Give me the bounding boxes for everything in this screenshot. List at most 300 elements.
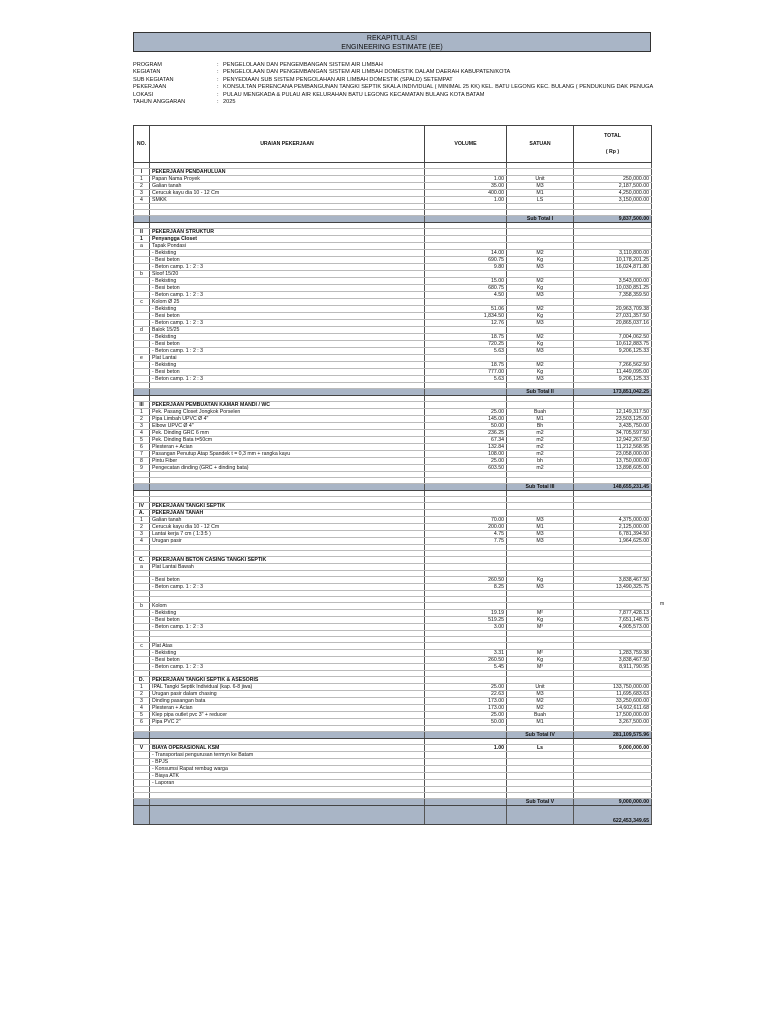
- cell-total: 1,964,625.00: [574, 538, 652, 545]
- cell-uraian: Plat Lantai: [150, 355, 425, 362]
- info-value: PENGELOLAAN DAN PENGEMBANGAN SISTEM AIR LIMBAH DOMESTIK DALAM DAERAH KABUPATEN/KOTA: [223, 69, 511, 76]
- cell-volume: 25.00: [425, 409, 507, 416]
- cell-no: a: [134, 564, 150, 571]
- cell-volume: 18.75: [425, 334, 507, 341]
- project-info: [133, 62, 733, 106]
- table-row: [134, 264, 652, 271]
- cell-uraian: - Besi beton: [150, 577, 425, 584]
- cell-volume: [425, 752, 507, 759]
- cell-total: 9,837,500.00: [574, 216, 652, 223]
- cell-satuan: [507, 355, 574, 362]
- cell-uraian: - Besi beton: [150, 657, 425, 664]
- cell-satuan: Sub Total II: [507, 389, 574, 396]
- cell-volume: [425, 355, 507, 362]
- cell-total: 3,543,000.00: [574, 278, 652, 285]
- section-row: [134, 236, 652, 243]
- cell-volume: 400.00: [425, 190, 507, 197]
- table-row: [134, 577, 652, 584]
- cell-volume: 50.00: [425, 719, 507, 726]
- cell-satuan: M3: [507, 531, 574, 538]
- cell-satuan: M3: [507, 264, 574, 271]
- cell-uraian: Lantai kerja 7 cm ( 1:3:5 ): [150, 531, 425, 538]
- cell-satuan: M²: [507, 650, 574, 657]
- cell-uraian: - Beton camp. 1 : 2 : 3: [150, 292, 425, 299]
- cell-no: [134, 664, 150, 671]
- section-row: [134, 169, 652, 176]
- subtotal-row: [134, 216, 652, 223]
- cell-volume: 70.00: [425, 517, 507, 524]
- cell-volume: 19.19: [425, 610, 507, 617]
- info-row: [133, 99, 733, 106]
- cell-no: 6: [134, 444, 150, 451]
- table-row: [134, 306, 652, 313]
- cell-no: c: [134, 643, 150, 650]
- cell-satuan: M3: [507, 348, 574, 355]
- cell-no: 3: [134, 698, 150, 705]
- cell-volume: [425, 766, 507, 773]
- cell-uraian: - Transportasi pengurusan termyn ke Batam: [150, 752, 425, 759]
- cell-uraian: - Laporan: [150, 780, 425, 787]
- cell-uraian: Sloof 15/20: [150, 271, 425, 278]
- cell-total: 6,781,394.50: [574, 531, 652, 538]
- cell-volume: [425, 503, 507, 510]
- cell-total: 14,602,611.68: [574, 705, 652, 712]
- cell-no: a: [134, 243, 150, 250]
- cell-uraian: BIAYA OPERASIONAL KSM: [150, 745, 425, 752]
- table-row: [134, 416, 652, 423]
- cell-uraian: Plesteran + Acian: [150, 705, 425, 712]
- cell-satuan: [507, 780, 574, 787]
- table-row: [134, 610, 652, 617]
- section-row: [134, 745, 652, 752]
- cell-uraian: - Biaya ATK: [150, 773, 425, 780]
- cell-volume: 260.50: [425, 577, 507, 584]
- cell-satuan: M1: [507, 416, 574, 423]
- table-row: [134, 752, 652, 759]
- cell-uraian: Cerucuk kayu dia 10 - 12 Cm: [150, 190, 425, 197]
- cell-total: 2,125,000.00: [574, 524, 652, 531]
- cell-uraian: Galian tanah: [150, 183, 425, 190]
- cell-uraian: PEKERJAAN TANGKI SEPTIK & ASESORIS: [150, 677, 425, 684]
- cell-satuan: M³: [507, 664, 574, 671]
- cell-uraian: Plat Atas: [150, 643, 425, 650]
- cell-total: [574, 229, 652, 236]
- cell-total: [574, 271, 652, 278]
- cell-no: A.: [134, 510, 150, 517]
- table-row: [134, 766, 652, 773]
- cell-satuan: Buah: [507, 712, 574, 719]
- cell-satuan: [507, 603, 574, 610]
- cell-uraian: Kolom: [150, 603, 425, 610]
- cell-volume: [425, 603, 507, 610]
- cell-total: 10,178,201.25: [574, 257, 652, 264]
- cell-no: b: [134, 603, 150, 610]
- cell-volume: 5.63: [425, 376, 507, 383]
- cell-uraian: PEKERJAAN TANAH: [150, 510, 425, 517]
- cell-volume: [425, 327, 507, 334]
- table-row: [134, 458, 652, 465]
- cell-no: [134, 766, 150, 773]
- table-row: [134, 538, 652, 545]
- cell-total: 3,110,800.00: [574, 250, 652, 257]
- cell-uraian: - Beton camp. 1 : 2 : 3: [150, 664, 425, 671]
- cell-total: 11,212,568.95: [574, 444, 652, 451]
- cell-satuan: m2: [507, 465, 574, 472]
- cell-volume: 4.75: [425, 531, 507, 538]
- cell-volume: 7.75: [425, 538, 507, 545]
- cell-volume: 51.06: [425, 306, 507, 313]
- cell-satuan: [507, 169, 574, 176]
- estimate-sheet: [133, 32, 654, 824]
- cell-no: [134, 799, 150, 806]
- table-row: [134, 657, 652, 664]
- cell-uraian: Plat Lantai Bawah: [150, 564, 425, 571]
- cell-volume: 1.00: [425, 745, 507, 752]
- table-row: [134, 465, 652, 472]
- section-row: [134, 503, 652, 510]
- cell-uraian: Kolom Ø 25: [150, 299, 425, 306]
- info-colon: :: [217, 91, 219, 98]
- cell-volume: 173.00: [425, 705, 507, 712]
- cell-satuan: M2: [507, 698, 574, 705]
- cell-total: 7,877,428.13: [574, 610, 652, 617]
- cell-total: 13,750,000.00: [574, 458, 652, 465]
- cell-volume: 35.00: [425, 183, 507, 190]
- section-row: [134, 677, 652, 684]
- cell-total: [574, 773, 652, 780]
- cell-total: [574, 603, 652, 610]
- cell-no: [134, 362, 150, 369]
- cell-satuan: [507, 271, 574, 278]
- info-value: KONSULTAN PERENCANA PEMBANGUNAN TANGKI SEPTIK SKALA INDIVIDUAL ( MINIMAL 25 KK) KEL. BATU LEGONG KEC. BULANG ( PENDUKUNG DAK PENUGA: [223, 84, 654, 91]
- title-line2: ENGINEERING ESTIMATE (EE): [341, 44, 443, 51]
- cell-total: [574, 557, 652, 564]
- section-row: [134, 510, 652, 517]
- cell-uraian: PEKERJAAN PENDAHULUAN: [150, 169, 425, 176]
- cell-total: 23,058,000.00: [574, 451, 652, 458]
- table-row: [134, 691, 652, 698]
- cell-satuan: M3: [507, 538, 574, 545]
- cell-no: [134, 732, 150, 739]
- cell-uraian: IPAL Tangki Septik Individual (kap. 6-8 jiwa): [150, 684, 425, 691]
- info-colon: :: [217, 69, 219, 76]
- table-row: [134, 176, 652, 183]
- cell-uraian: Pek. Dinding Bata t=50cm: [150, 437, 425, 444]
- table-row: [134, 444, 652, 451]
- table-row: [134, 197, 652, 204]
- cell-volume: 236.25: [425, 430, 507, 437]
- cell-total: 133,750,000.00: [574, 684, 652, 691]
- info-colon: :: [217, 99, 219, 106]
- table-row: [134, 712, 652, 719]
- info-colon: :: [217, 84, 219, 91]
- cell-uraian: Klep pipa outlet pvc 3" + reducer: [150, 712, 425, 719]
- cell-volume: [425, 216, 507, 223]
- cell-total: 4,905,573.00: [574, 624, 652, 631]
- info-value: PULAU MENGKADA & PULAU AIR KELURAHAN BATU LEGONG KECAMATAN BULANG KOTA BATAM: [223, 91, 485, 98]
- table-row: [134, 271, 652, 278]
- table-row: [134, 759, 652, 766]
- cell-volume: [425, 169, 507, 176]
- cell-satuan: M3: [507, 292, 574, 299]
- cell-volume: [425, 271, 507, 278]
- cell-uraian: Cerucuk kayu dia 10 - 12 Cm: [150, 524, 425, 531]
- table-row: [134, 369, 652, 376]
- table-row: [134, 292, 652, 299]
- cell-volume: [425, 643, 507, 650]
- cell-no: [134, 610, 150, 617]
- cell-no: [134, 759, 150, 766]
- cell-satuan: Buah: [507, 409, 574, 416]
- cell-satuan: Sub Total V: [507, 799, 574, 806]
- cell-uraian: - Bekisting: [150, 650, 425, 657]
- cell-satuan: M1: [507, 524, 574, 531]
- cell-uraian: Papan Nama Proyek: [150, 176, 425, 183]
- cell-satuan: [507, 236, 574, 243]
- cell-uraian: - Besi beton: [150, 285, 425, 292]
- cell-total: [574, 510, 652, 517]
- cell-volume: 1.00: [425, 176, 507, 183]
- cell-total: 20,963,709.38: [574, 306, 652, 313]
- cell-total: 148,655,231.45: [574, 484, 652, 491]
- cell-total: 9,206,125.33: [574, 376, 652, 383]
- cell-no: 1: [134, 176, 150, 183]
- cell-satuan: Kg: [507, 657, 574, 664]
- header-volume: VOLUME: [425, 126, 507, 163]
- cell-total: 34,705,597.50: [574, 430, 652, 437]
- section-row: [134, 402, 652, 409]
- cell-no: C.: [134, 557, 150, 564]
- cell-satuan: Kg: [507, 257, 574, 264]
- cell-no: 9: [134, 465, 150, 472]
- info-row: [133, 62, 733, 69]
- cell-no: [134, 780, 150, 787]
- cell-satuan: M2: [507, 250, 574, 257]
- table-row: [134, 437, 652, 444]
- cell-total: 7,651,148.75: [574, 617, 652, 624]
- cell-satuan: LS: [507, 197, 574, 204]
- cell-volume: 1,834.50: [425, 313, 507, 320]
- cell-total: [574, 355, 652, 362]
- cell-volume: 5.45: [425, 664, 507, 671]
- cell-uraian: - Bekisting: [150, 278, 425, 285]
- cell-total: 20,865,037.16: [574, 320, 652, 327]
- info-label: SUB KEGIATAN: [133, 76, 174, 83]
- cell-total: 10,030,851.25: [574, 285, 652, 292]
- cell-satuan: M3: [507, 584, 574, 591]
- cell-satuan: Kg: [507, 577, 574, 584]
- table-row: [134, 624, 652, 631]
- cell-total: 27,031,357.50: [574, 313, 652, 320]
- cell-satuan: Kg: [507, 341, 574, 348]
- cell-satuan: m2: [507, 451, 574, 458]
- cell-satuan: M3: [507, 183, 574, 190]
- cell-total: 11,449,095.00: [574, 369, 652, 376]
- cell-satuan: Sub Total I: [507, 216, 574, 223]
- info-label: LOKASI: [133, 91, 154, 98]
- info-row: [133, 84, 733, 91]
- cell-total: 11,695,683.63: [574, 691, 652, 698]
- cell-volume: 108.00: [425, 451, 507, 458]
- cell-uraian: Balok 15/25: [150, 327, 425, 334]
- info-value: PENYEDIAAN SUB SISTEM PENGOLAHAN AIR LIMBAH DOMESTIK (SPALD) SETEMPAT: [223, 76, 453, 83]
- cell-uraian: PEKERJAAN BETON CASING TANGKI SEPTIK: [150, 557, 425, 564]
- cell-total: 17,500,000.00: [574, 712, 652, 719]
- cell-no: [134, 257, 150, 264]
- table-row: [134, 243, 652, 250]
- cell-no: d: [134, 327, 150, 334]
- cell-satuan: bh: [507, 458, 574, 465]
- table-row: [134, 285, 652, 292]
- cell-no: [134, 341, 150, 348]
- cell-total: 9,000,000.00: [574, 745, 652, 752]
- cell-satuan: M3: [507, 517, 574, 524]
- cell-satuan: m2: [507, 444, 574, 451]
- cell-satuan: Kg: [507, 617, 574, 624]
- cell-total: 7,358,359.50: [574, 292, 652, 299]
- cell-no: 3: [134, 423, 150, 430]
- subtotal-row: [134, 389, 652, 396]
- cell-total: 2,187,500.00: [574, 183, 652, 190]
- cell-uraian: - Konsumsi Rapat rembug warga: [150, 766, 425, 773]
- cell-total: 12,942,267.50: [574, 437, 652, 444]
- cell-no: 7: [134, 451, 150, 458]
- cell-total: [574, 643, 652, 650]
- header-total-unit: ( Rp ): [605, 149, 620, 155]
- cell-volume: 25.00: [425, 712, 507, 719]
- cell-no: [134, 250, 150, 257]
- title-box: [133, 32, 651, 52]
- table-row: [134, 190, 652, 197]
- cell-volume: [425, 732, 507, 739]
- table-row: [134, 719, 652, 726]
- table-row: [134, 250, 652, 257]
- cell-volume: 603.50: [425, 465, 507, 472]
- cell-volume: 680.75: [425, 285, 507, 292]
- cell-total: 10,612,883.75: [574, 341, 652, 348]
- cell-satuan: Sub Total III: [507, 484, 574, 491]
- cell-total: [574, 564, 652, 571]
- cell-uraian: Urugan pasir dalam chasing: [150, 691, 425, 698]
- cell-volume: 3.00: [425, 624, 507, 631]
- cell-satuan: [507, 402, 574, 409]
- cell-volume: 720.25: [425, 341, 507, 348]
- cell-total: 9,000,000.00: [574, 799, 652, 806]
- grand-total-row: [134, 806, 652, 825]
- section-row: [134, 557, 652, 564]
- table-row: [134, 705, 652, 712]
- cell-volume: [425, 389, 507, 396]
- cell-satuan: m2: [507, 430, 574, 437]
- cell-uraian: Plesteran + Acian: [150, 444, 425, 451]
- cell-volume: [425, 799, 507, 806]
- cell-volume: 777.00: [425, 369, 507, 376]
- cell-total: 250,000.00: [574, 176, 652, 183]
- cell-no: 1: [134, 236, 150, 243]
- info-label: PEKERJAAN: [133, 84, 167, 91]
- cell-volume: [425, 229, 507, 236]
- cell-uraian: - Besi beton: [150, 313, 425, 320]
- cell-volume: [425, 564, 507, 571]
- cell-satuan: M3: [507, 376, 574, 383]
- cell-satuan: Kg: [507, 285, 574, 292]
- cell-satuan: [507, 752, 574, 759]
- cell-uraian: [150, 806, 425, 825]
- cell-satuan: [507, 327, 574, 334]
- cell-no: 1: [134, 409, 150, 416]
- cell-volume: 519.25: [425, 617, 507, 624]
- table-row: [134, 409, 652, 416]
- cell-no: [134, 624, 150, 631]
- cell-no: [134, 334, 150, 341]
- cell-uraian: Pipa PVC 2": [150, 719, 425, 726]
- cell-total: 4,375,000.00: [574, 517, 652, 524]
- cell-no: [134, 389, 150, 396]
- cell-uraian: - Besi beton: [150, 257, 425, 264]
- cell-volume: [425, 236, 507, 243]
- cell-no: 2: [134, 691, 150, 698]
- cell-satuan: Bh: [507, 423, 574, 430]
- subtotal-row: [134, 732, 652, 739]
- cell-satuan: [507, 564, 574, 571]
- subtotal-row: [134, 799, 652, 806]
- cell-volume: 173.00: [425, 698, 507, 705]
- table-row: [134, 451, 652, 458]
- table-row: [134, 327, 652, 334]
- cell-total: 1,283,759.38: [574, 650, 652, 657]
- cell-total: [574, 759, 652, 766]
- cell-uraian: - Bekisting: [150, 362, 425, 369]
- cell-uraian: PEKERJAAN STRUKTUR: [150, 229, 425, 236]
- header-total: [574, 126, 652, 163]
- cell-uraian: Tapak Pondasi: [150, 243, 425, 250]
- table-row: [134, 362, 652, 369]
- cell-satuan: M2: [507, 306, 574, 313]
- table-row: [134, 313, 652, 320]
- cell-no: III: [134, 402, 150, 409]
- cell-no: 4: [134, 430, 150, 437]
- cell-satuan: Kg: [507, 369, 574, 376]
- cell-uraian: - Bekisting: [150, 250, 425, 257]
- cell-satuan: Kg: [507, 313, 574, 320]
- cell-total: 9,206,125.33: [574, 348, 652, 355]
- cell-satuan: M1: [507, 719, 574, 726]
- cell-volume: 25.00: [425, 684, 507, 691]
- cell-no: [134, 320, 150, 327]
- table-row: [134, 334, 652, 341]
- cell-no: 1: [134, 517, 150, 524]
- cell-total: 3,838,467.50: [574, 577, 652, 584]
- cell-volume: [425, 484, 507, 491]
- cell-total: [574, 752, 652, 759]
- cell-no: [134, 376, 150, 383]
- cell-uraian: Dinding pasangan bata: [150, 698, 425, 705]
- cell-uraian: Galian tanah: [150, 517, 425, 524]
- header-uraian: URAIAN PEKERJAAN: [150, 126, 425, 163]
- cell-no: 8: [134, 458, 150, 465]
- cell-no: 2: [134, 183, 150, 190]
- cell-volume: [425, 243, 507, 250]
- cell-total: [574, 780, 652, 787]
- table-row: [134, 355, 652, 362]
- cell-uraian: - Bekisting: [150, 610, 425, 617]
- cell-uraian: - Beton camp. 1 : 2 : 3: [150, 320, 425, 327]
- cell-volume: [425, 402, 507, 409]
- cell-total: [574, 299, 652, 306]
- cell-uraian: Urugan pasir: [150, 538, 425, 545]
- cell-satuan: M³: [507, 624, 574, 631]
- cell-volume: 145.00: [425, 416, 507, 423]
